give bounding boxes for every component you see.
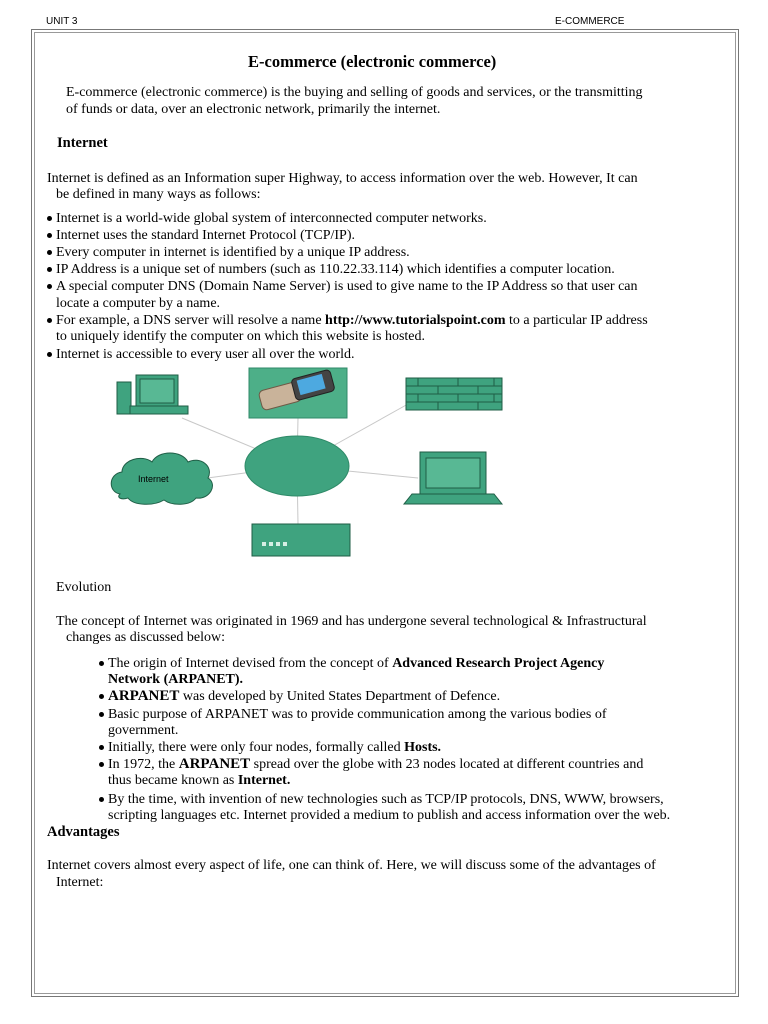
mobile-phone-icon — [249, 368, 347, 418]
internet-definition-2: be defined in many ways as follows: — [56, 187, 261, 202]
internet-bullet-7: Internet is accessible to every user all over the world. — [56, 347, 355, 362]
internet-cloud-label: Internet — [138, 474, 169, 484]
advantages-text-1: Internet covers almost every aspect of life, one can think of. Here, we will discuss some of the advantages of — [47, 858, 656, 873]
internet-bullet-6 — [56, 312, 648, 329]
evo-1-bold: Advanced Research Project Agency — [392, 656, 605, 671]
intro-line-1: E-commerce (electronic commerce) is the buying and selling of goods and services, or the transmitting — [66, 85, 643, 100]
evo-4-bold: Hosts. — [404, 740, 442, 755]
evo-2-bold: ARPANET — [108, 688, 180, 704]
internet-bullet-2: Internet uses the standard Internet Protocol (TCP/IP). — [56, 228, 355, 243]
internet-cloud-icon — [111, 453, 212, 504]
evolution-bullet-4 — [108, 739, 441, 756]
internet-bullet-4: IP Address is a unique set of numbers (such as 110.22.33.114) which identifies a computer location. — [56, 262, 615, 277]
internet-hub — [245, 436, 349, 496]
bullet-6-text-post: to a particular IP address — [505, 313, 648, 328]
evo-5b-bold: Internet. — [237, 773, 291, 788]
bullet-dot — [99, 694, 104, 699]
evolution-bullet-6-cont: scripting languages etc. Internet provided a medium to publish and access information over the web. — [108, 808, 671, 823]
bullet-dot — [47, 284, 52, 289]
evolution-intro-1: The concept of Internet was originated in 1969 and has undergone several technological & Infrastructural — [56, 614, 647, 629]
header-subject: E-COMMERCE — [555, 16, 625, 27]
firewall-icon — [406, 378, 502, 410]
evolution-bullet-5 — [108, 756, 643, 773]
evo-5-bold: ARPANET — [178, 756, 251, 772]
evolution-heading: Evolution — [56, 580, 112, 595]
internet-heading: Internet — [57, 135, 108, 151]
internet-bullet-5: A special computer DNS (Domain Name Server) is used to give name to the IP Address so that user can — [56, 279, 638, 294]
evolution-bullet-3-cont: government. — [108, 723, 179, 738]
internet-definition-1: Internet is defined as an Information super Highway, to access information over the web. However, It can — [47, 171, 638, 186]
intro-line-2: of funds or data, over an electronic network, primarily the internet. — [66, 102, 441, 117]
bullet-dot — [47, 352, 52, 357]
internet-bullet-5-cont: locate a computer by a name. — [56, 296, 221, 311]
internet-bullet-3: Every computer in internet is identified by a unique IP address. — [56, 245, 410, 260]
bullet-6-text-pre: For example, a DNS server will resolve a name — [56, 313, 326, 328]
bullet-dot — [99, 762, 104, 767]
evolution-bullet-3: Basic purpose of ARPANET was to provide communication among the various bodies of — [108, 707, 607, 722]
evo-4-text: Initially, there were only four nodes, formally called — [108, 740, 405, 755]
bullet-dot — [99, 712, 104, 717]
network-switch-icon — [252, 524, 350, 556]
internet-bullet-6-cont: to uniquely identify the computer on which this website is hosted. — [56, 329, 425, 344]
tutorialspoint-link[interactable]: http://www.tutorialspoint.com — [325, 313, 506, 328]
evolution-bullet-6: By the time, with invention of new technologies such as TCP/IP protocols, DNS, WWW, browsers, — [108, 792, 664, 807]
advantages-heading: Advantages — [47, 824, 120, 840]
evo-5-text-pre: In 1972, the — [108, 757, 179, 772]
evo-5b-text: thus became known as — [108, 773, 238, 788]
evo-1-text: The origin of Internet devised from the concept of — [108, 656, 393, 671]
header-unit: UNIT 3 — [46, 16, 78, 27]
bullet-dot — [47, 216, 52, 221]
evo-2-text: was developed by United States Department of Defence. — [179, 689, 501, 704]
bullet-dot — [47, 233, 52, 238]
laptop-icon — [404, 452, 502, 504]
bullet-dot — [99, 661, 104, 666]
evolution-intro-2: changes as discussed below: — [66, 630, 226, 645]
bullet-dot — [99, 745, 104, 750]
desktop-computer-icon — [117, 375, 188, 414]
advantages-text-2: Internet: — [56, 875, 104, 890]
evolution-bullet-1-cont: Network (ARPANET). — [108, 672, 244, 687]
evolution-bullet-5-cont — [108, 772, 290, 789]
page-title: E-commerce (electronic commerce) — [248, 52, 497, 71]
evolution-bullet-1 — [108, 655, 604, 672]
internet-bullet-1: Internet is a world-wide global system of interconnected computer networks. — [56, 211, 487, 226]
evo-5-text-post: spread over the globe with 23 nodes located at different countries and — [250, 757, 644, 772]
internet-network-diagram — [100, 366, 520, 562]
evolution-bullet-2 — [108, 688, 500, 705]
bullet-dot — [99, 797, 104, 802]
bullet-dot — [47, 318, 52, 323]
bullet-dot — [47, 250, 52, 255]
bullet-dot — [47, 267, 52, 272]
